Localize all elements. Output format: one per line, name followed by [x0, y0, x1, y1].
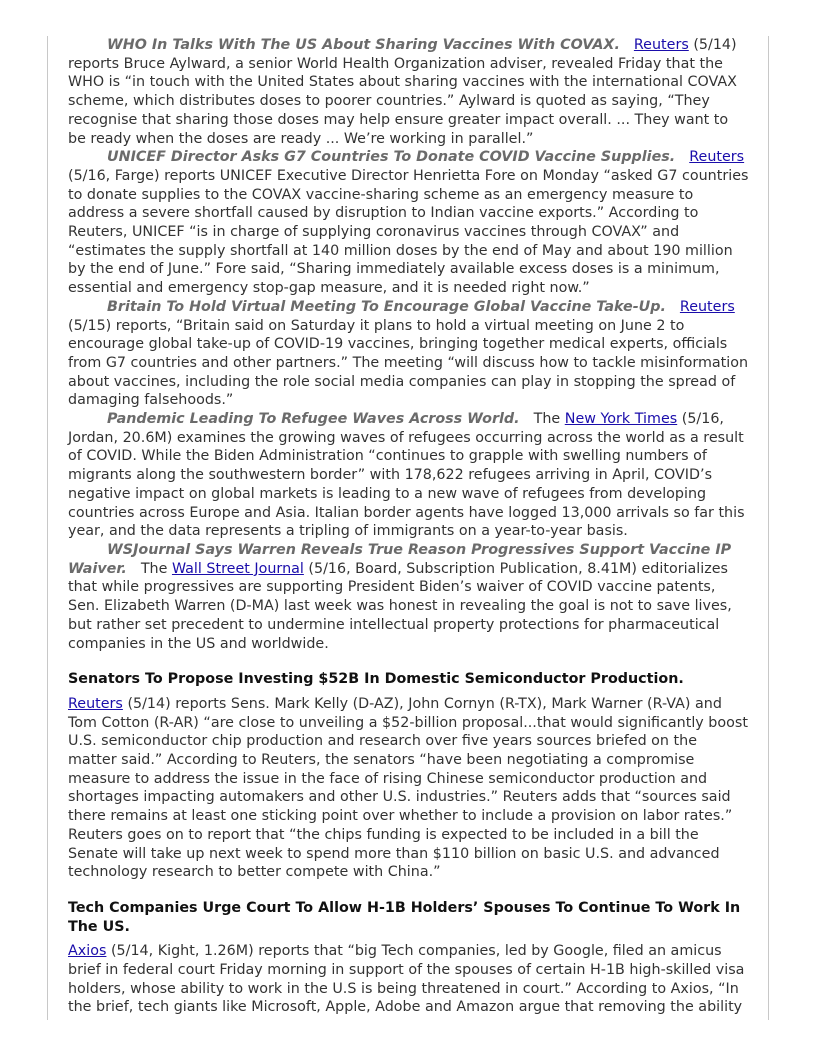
story-body: (5/15) reports, “Britain said on Saturday it plans to hold a virtual meeting on June 2 to encourage global take-up of COVID-19 vaccines, bringing together medical experts, officials from G7 countries and other partners.” The meeting “will discuss how to tackle misinformation about vaccines, including the role social media companies can play in stopping the spread of damaging falsehoods.” [68, 317, 749, 409]
story-refugee-waves [68, 410, 750, 541]
story-unicef-g7 [68, 148, 750, 298]
source-link[interactable]: Reuters [689, 149, 745, 166]
story-headline: UNICEF Director Asks G7 Countries To Donate COVID Vaccine Supplies. [107, 149, 676, 166]
source-link[interactable]: Reuters [679, 298, 735, 315]
story-body: (5/16, Farge) reports UNICEF Executive Director Henrietta Fore on Monday “asked G7 countries to donate supplies to the COVAX vaccine-sharing scheme as an emergency measure to address a severe shortfall caused by disruption to Indian vaccine exports.” According to Reuters, UNICEF “is in charge of supplying coronavirus vaccines through COVAX” and “estimates the supply shortfall at 140 million doses by the end of May and about 190 million by the end of June.” Fore said, “Sharing immediately available excess doses is a minimum, essential and emergency stop-gap measure, and it is needed right now.” [68, 167, 749, 297]
source-link[interactable]: New York Times [564, 411, 678, 428]
section-title-semiconductor: Senators To Propose Investing $52B In Domestic Semiconductor Production. [68, 671, 684, 688]
section-body: (5/14, Kight, 1.26M) reports that “big Tech companies, led by Google, filed an amicus brief in federal court Friday morning in support of the spouses of certain H-1B high-skilled visa holders, whose ability to work in the U.S is being threatened in court.” According to Axios, “In the brief, tech giants like Microsoft, Apple, Adobe and Amazon argue that removing the ability [68, 943, 745, 1016]
story-body: (5/16, Jordan, 20.6M) examines the growing waves of refugees occurring across the world as a result of COVID. While the Biden Administration “continues to grapple with swelling numbers of migrants along the southwestern border” with 178,622 refugees arriving in April, COVID’s negative impact on global markets is leading to a new wave of refugees from developing countries across Europe and Asia. Italian border agents have logged 13,000 arrivals so far this year, and the data represents a tripling of immigrants on a year-to-year basis. [68, 411, 745, 540]
section-title-h1b: Tech Companies Urge Court To Allow H-1B Holders’ Spouses To Continue To Work In The US. [68, 899, 741, 935]
story-lead: The [533, 411, 561, 428]
source-link[interactable]: Reuters [633, 37, 689, 53]
document-page [68, 36, 750, 1017]
story-body: (5/16, Board, Subscription Publication, 8.41M) editorializes that while progressives are supporting President Biden’s waiver of COVID vaccine patents, Sen. Elizabeth Warren (D-MA) last week was honest in revealing the goal is not to save lives, but rather set precedent to undermine intellectual property protections for pharmaceutical companies in the US and worldwide. [68, 560, 732, 652]
page-border-right [768, 36, 769, 1020]
story-headline: Pandemic Leading To Refugee Waves Across World. [107, 411, 520, 428]
story-warren-ip-waiver [68, 541, 750, 653]
story-headline: WSJournal Says Warren Reveals True Reason Progressives Support Vaccine IP Waiver. [68, 541, 732, 577]
story-who-covax [68, 36, 750, 148]
story-headline: Britain To Hold Virtual Meeting To Encourage Global Vaccine Take-Up. [107, 298, 666, 315]
story-body: (5/14) reports Bruce Aylward, a senior World Health Organization adviser, revealed Friday that the WHO is “in touch with the United States about sharing vaccines with the international COVAX scheme, which distributes doses to poorer countries.” Aylward is quoted as saying, “They recognise that sharing those doses may help ensure greater impact overall. ... They want to be ready when the doses are ready ... We’re working in parallel.” [68, 37, 737, 147]
source-link[interactable]: Wall Street Journal [171, 560, 304, 577]
page-border-left [47, 36, 48, 1020]
section-body-h1b [68, 942, 750, 1017]
section-body-semiconductor [68, 695, 750, 882]
source-link[interactable]: Reuters [68, 695, 123, 712]
section-body: (5/14) reports Sens. Mark Kelly (D-AZ), John Cornyn (R-TX), Mark Warner (R-VA) and Tom Cotton (R-AR) “are close to unveiling a $52-billion proposal...that would significantly boost U.S. semiconductor chip production and research over five years sources briefed on the matter said.” According to Reuters, the senators “have been negotiating a compromise measure to address the issue in the face of rising Chinese semiconductor production and shortages impacting automakers and other U.S. industries.” Reuters adds that “sources said there remains at least one sticking point over whether to include a provision on labor rates.” Reuters goes on to report that “the chips funding is expected to be included in a bill the Senate will take up next week to spend more than $110 billion on basic U.S. and advanced technology research to better compete with China.” [68, 695, 748, 881]
story-britain-meeting [68, 298, 750, 410]
source-link[interactable]: Axios [68, 943, 107, 960]
story-headline: WHO In Talks With The US About Sharing Vaccines With COVAX. [107, 37, 620, 53]
story-lead: The [140, 560, 168, 577]
